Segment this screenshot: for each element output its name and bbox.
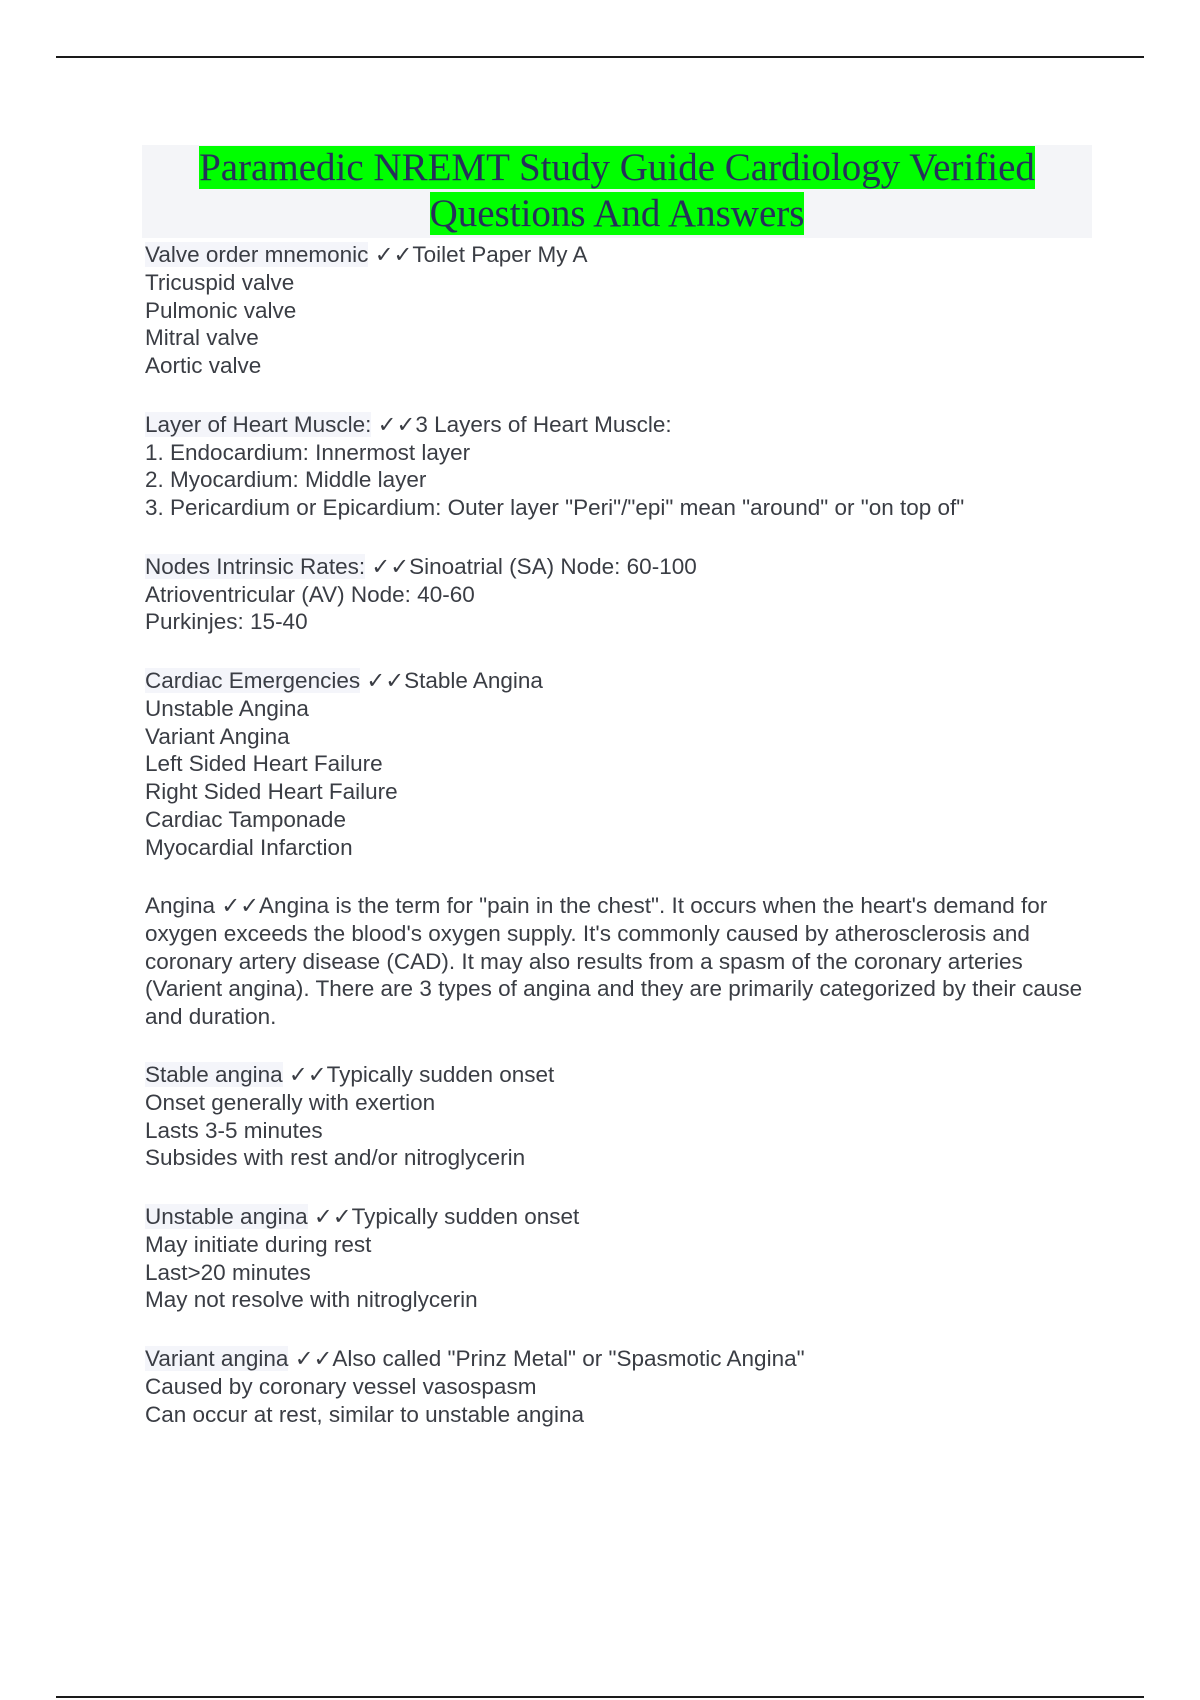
qa-section-paragraph <box>145 892 1095 1030</box>
answer-line: Cardiac Tamponade <box>145 806 346 832</box>
answer-line: May not resolve with nitroglycerin <box>145 1287 478 1313</box>
qa-section <box>145 1345 1095 1428</box>
question-text: Nodes Intrinsic Rates: <box>145 553 366 579</box>
qa-first-line <box>145 553 1095 581</box>
answer-paragraph: Angina is the term for "pain in the chest". It occurs when the heart's demand for oxygen exceeds the blood's oxygen supply. It's commonly caused by atherosclerosis and coronary artery disease (CAD). It may also results from a spasm of the coronary arteries (Varient angina). There are 3 types of angina and they are primarily categorized by their cause and duration. <box>145 893 1083 1029</box>
question-text: Stable angina <box>145 1062 283 1088</box>
answer-first: Typically sudden onset <box>351 1204 580 1230</box>
answer-first: Also called "Prinz Metal" or "Spasmotic Angina" <box>332 1346 805 1372</box>
answer-line: Lasts 3-5 minutes <box>145 1117 323 1143</box>
answer-line: Mitral valve <box>145 325 259 351</box>
question-text: Layer of Heart Muscle: <box>145 411 372 437</box>
answer-first: Stable Angina <box>404 667 543 693</box>
answer-line: Myocardial Infarction <box>145 834 353 860</box>
check-marks: ✓✓ <box>371 553 410 579</box>
answer-line: Atrioventricular (AV) Node: 40-60 <box>145 581 475 607</box>
answer-line: Caused by coronary vessel vasospasm <box>145 1373 537 1399</box>
answer-first: Toilet Paper My A <box>412 242 588 267</box>
document-body <box>145 241 1095 1459</box>
check-marks: ✓✓ <box>374 242 413 267</box>
answer-line: Can occur at rest, similar to unstable angina <box>145 1401 584 1427</box>
qa-first-line <box>145 1345 1095 1373</box>
answer-line: Right Sided Heart Failure <box>145 779 398 805</box>
question-text: Variant angina <box>145 1346 289 1372</box>
qa-section <box>145 553 1095 636</box>
answer-first: Typically sudden onset <box>326 1062 555 1088</box>
qa-section <box>145 411 1095 522</box>
check-marks: ✓✓ <box>313 1204 352 1230</box>
check-marks: ✓✓ <box>221 893 260 919</box>
answer-line: Purkinjes: 15-40 <box>145 609 308 635</box>
page-title <box>142 145 1092 237</box>
answer-line: Tricuspid valve <box>145 269 295 295</box>
qa-section <box>145 241 1095 380</box>
check-marks: ✓✓ <box>294 1346 333 1372</box>
qa-first-line <box>145 1061 1095 1089</box>
answer-first: Sinoatrial (SA) Node: 60-100 <box>409 553 697 579</box>
question-text: Cardiac Emergencies <box>145 667 361 693</box>
question-text: Unstable angina <box>145 1204 308 1230</box>
answer-line: Pulmonic valve <box>145 297 297 323</box>
answer-line: 1. Endocardium: Innermost layer <box>145 439 471 465</box>
qa-first-line <box>145 411 1095 439</box>
qa-first-line <box>145 1203 1095 1231</box>
check-marks: ✓✓ <box>288 1062 327 1088</box>
question-text: Angina <box>145 893 216 919</box>
answer-first: 3 Layers of Heart Muscle: <box>415 411 672 437</box>
top-rule <box>56 56 1144 58</box>
answer-line: Aortic valve <box>145 353 262 379</box>
qa-section <box>145 1061 1095 1172</box>
question-text: Valve order mnemonic <box>145 242 369 267</box>
answer-line: Subsides with rest and/or nitroglycerin <box>145 1145 526 1171</box>
qa-first-line <box>145 667 1095 695</box>
qa-section <box>145 667 1095 862</box>
answer-line: Last>20 minutes <box>145 1259 311 1285</box>
answer-line: May initiate during rest <box>145 1231 372 1257</box>
answer-line: 2. Myocardium: Middle layer <box>145 467 427 493</box>
answer-line: Left Sided Heart Failure <box>145 751 383 777</box>
qa-first-line <box>145 241 1095 269</box>
answer-line: Onset generally with exertion <box>145 1089 436 1115</box>
answer-line: 3. Pericardium or Epicardium: Outer layer "Peri"/"epi" mean "around" or "on top of" <box>145 495 965 521</box>
title-highlight: Paramedic NREMT Study Guide Cardiology Verified Questions And Answers <box>199 146 1035 235</box>
qa-section <box>145 1203 1095 1314</box>
answer-line: Unstable Angina <box>145 695 309 721</box>
bottom-rule <box>56 1696 1144 1698</box>
answer-line: Variant Angina <box>145 723 290 749</box>
check-marks: ✓✓ <box>377 411 416 437</box>
check-marks: ✓✓ <box>366 667 405 693</box>
